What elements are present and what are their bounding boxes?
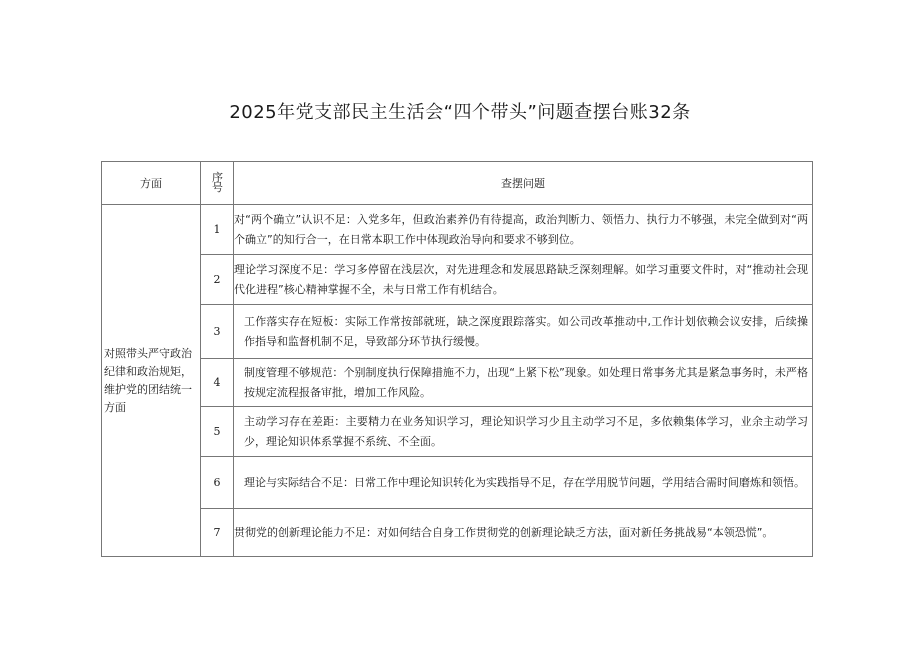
row-seq: 5 <box>201 407 234 457</box>
row-issue: 工作落实存在短板：实际工作常按部就班，缺之深度跟踪落实。如公司改革推动中,工作计划依赖会议安排，后续操作指导和监督机制不足，导致部分环节执行缓慢。 <box>234 305 813 359</box>
row-issue: 贯彻党的创新理论能力不足：对如何结合自身工作贯彻党的创新理论缺乏方法，面对新任务挑战易“本领恐慌”。 <box>234 509 813 557</box>
table-row <box>102 359 813 407</box>
row-issue: 理论学习深度不足：学习多停留在浅层次，对先进理念和发展思路缺乏深刻理解。如学习重要文件时，对“推动社会现代化进程”核心精神掌握不全，未与日常工作有机结合。 <box>234 255 813 305</box>
table-header-row <box>102 162 813 205</box>
header-seq-text: 序号 <box>212 171 223 194</box>
row-seq: 1 <box>201 205 234 255</box>
table-row <box>102 205 813 255</box>
table-row <box>102 255 813 305</box>
row-seq: 2 <box>201 255 234 305</box>
row-issue: 理论与实际结合不足：日常工作中理论知识转化为实践指导不足，存在学用脱节问题，学用结合需时间磨炼和领悟。 <box>234 457 813 509</box>
row-seq: 6 <box>201 457 234 509</box>
row-seq: 4 <box>201 359 234 407</box>
row-issue: 制度管理不够规范：个别制度执行保障措施不力，出现“上紧下松”现象。如处理日常事务尤其是紧急事务时，未严格按规定流程报备审批，增加工作风险。 <box>234 359 813 407</box>
header-aspect: 方面 <box>102 162 201 205</box>
header-issue: 查摆问题 <box>234 162 813 205</box>
row-issue: 主动学习存在差距：主要精力在业务知识学习，理论知识学习少且主动学习不足，多依赖集体学习，业余主动学习少，理论知识体系掌握不系统、不全面。 <box>234 407 813 457</box>
page-title: 2025年党支部民主生活会“四个带头”问题查摆台账32条 <box>229 102 691 123</box>
table-row <box>102 457 813 509</box>
table-row <box>102 407 813 457</box>
aspect-cell: 对照带头严守政治纪律和政治规矩，维护党的团结统一方面 <box>102 205 201 557</box>
table-row <box>102 509 813 557</box>
row-issue: 对“两个确立”认识不足：入党多年，但政治素养仍有待提高，政治判断力、领悟力、执行力不够强，未完全做到对“两个确立”的知行合一，在日常本职工作中体现政治导向和要求不够到位。 <box>234 205 813 255</box>
table-row <box>102 305 813 359</box>
row-seq: 7 <box>201 509 234 557</box>
header-seq <box>201 162 234 205</box>
row-seq: 3 <box>201 305 234 359</box>
problem-ledger-table <box>101 161 813 557</box>
